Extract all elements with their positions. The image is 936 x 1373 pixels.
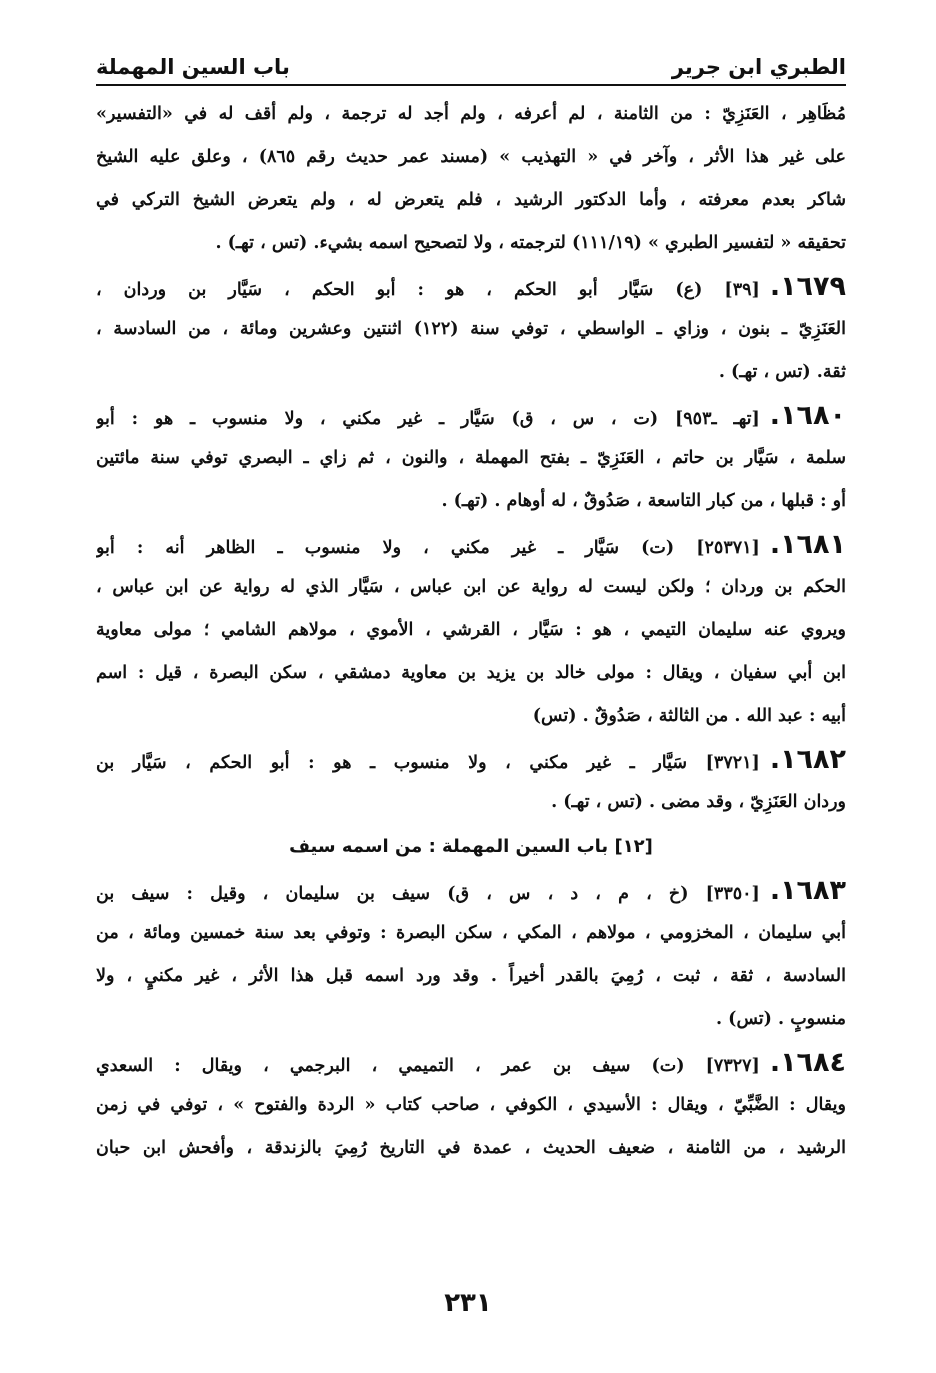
text-line: الرشيد ، من الثامنة ، ضعيف الحديث ، عمدة في التاريخ رُمِيَ بالزندقة ، وأفحش ابن حبان — [96, 1138, 846, 1158]
entry-1679 — [96, 265, 846, 394]
text-line: [٣٣٥٠] (خ ، م ، د ، س ، ق) سيف بن سليمان ، وقيل : سيف بن — [96, 884, 760, 904]
text-line: [٢٥٣٧١] (ت) سَيَّار ـ غير مكني ، ولا منسوب ـ الظاهر أنه : أبو — [96, 538, 760, 558]
entry-first-line — [96, 265, 846, 308]
text-line: ثقة. (تس ، تهـ) . — [718, 362, 846, 382]
intro-paragraph — [96, 93, 846, 265]
text-line: على غير هذا الأثر ، وآخر في « التهذيب » (مسند عمر حديث رقم ٨٦٥) ، وعلق عليه الشيخ — [96, 147, 846, 167]
entry-first-line — [96, 523, 846, 566]
entry-1681 — [96, 523, 846, 738]
entry-first-line — [96, 1041, 846, 1084]
entry-first-line — [96, 738, 846, 781]
page-number: ٢٣١ — [444, 1288, 492, 1318]
entry-number: ١٦٨٣. — [769, 875, 846, 906]
text-line: ويقال : الضَّبِّيّ ، ويقال : الأسيدي ، الكوفي ، صاحب كتاب « الردة والفتوح » ، توفي في زمن — [96, 1095, 846, 1115]
text-line: [٣٧٢١] سَيَّار ـ غير مكني ، ولا منسوب ـ هو : أبو الحكم ، سَيَّار بن — [96, 753, 760, 773]
text-line: أبي سليمان ، المخزومي ، مولاهم ، المكي ، سكن البصرة : وتوفي بعد سنة خمسين ومائة ، من — [96, 923, 846, 943]
header-book-title: الطبري ابن جرير — [671, 55, 846, 79]
text-line: [تهـ ـ٩٥٣] (ت ، س ، ق) سَيَّار ـ غير مكني ، ولا منسوب ـ هو : أبو — [96, 409, 760, 429]
entry-first-line — [96, 394, 846, 437]
entry-number: ١٦٨١. — [769, 529, 846, 560]
entry-1682 — [96, 738, 846, 824]
text-line: أو : قبلها ، من كبار التاسعة ، صَدُوقٌ ، له أوهام . (تهـ) . — [441, 491, 846, 511]
entry-number: ١٦٨٢. — [769, 744, 846, 775]
text-line: ويروي عنه سليمان التيمي ، هو : سَيَّار ، القرشي ، الأموي ، مولاهم الشامي ؛ مولى معاوية — [96, 620, 846, 640]
text-line: سلمة ، سَيَّار بن حاتم ، العَنَزِيّ ـ بفتح المهملة ، والنون ، ثم زاي ـ البصري توفي سنة مائتين — [96, 448, 846, 468]
section-heading: [١٢] باب السين المهملة : من اسمه سيف — [289, 836, 653, 857]
entry-1684 — [96, 1041, 846, 1170]
text-line: [٣٩] (ع) سَيَّار أبو الحكم ، هو : أبو الحكم ، سَيَّار بن وردان ، — [96, 280, 760, 300]
text-line: أبيه : عبد الله . من الثالثة ، صَدُوقٌ . (تس) — [532, 706, 846, 726]
entry-first-line — [96, 869, 846, 912]
entry-number: ١٦٨٠. — [769, 400, 846, 431]
header-chapter-title: باب السين المهملة — [96, 55, 290, 79]
entry-1683 — [96, 869, 846, 1041]
running-header — [96, 40, 846, 86]
text-line: الحكم بن وردان ؛ ولكن ليست له رواية عن ابن عباس ، سَيَّار الذي له رواية عن ابن عباس ، — [96, 577, 846, 597]
text-line: [٧٣٢٧] (ت) سيف بن عمر ، التميمي ، البرجمي ، ويقال : السعدي — [96, 1056, 760, 1076]
text-line: مُظَاهِر ، العَنَزِيّ : من الثامنة ، لم أعرفه ، ولم أجد له ترجمة ، ولم أقف له في «التفسير» — [96, 104, 846, 124]
text-line: العَنَزِيّ ـ بنون ، وزاي ـ الواسطي ، توفي سنة (١٢٢) اثنتين وعشرين ومائة ، من السادسة ، — [96, 319, 846, 339]
text-line: وردان العَنَزِيّ ، وقد مضى . (تس ، تهـ) . — [551, 792, 846, 812]
text-line: منسوبٍ . (تس) . — [716, 1009, 846, 1029]
entry-number: ١٦٨٤. — [769, 1047, 846, 1078]
entry-number: ١٦٧٩. — [769, 271, 846, 302]
page-body — [96, 93, 846, 1170]
text-line: ابن أبي سفيان ، ويقال : مولى خالد بن يزيد بن معاوية دمشقي ، سكن البصرة ، قيل : اسم — [96, 663, 846, 683]
text-line: شاكر بعدم معرفته ، وأما الدكتور الرشيد ، فلم يتعرض له ، ولم يتعرض الشيخ التركي في — [96, 190, 846, 210]
text-line: السادسة ، ثقة ، ثبت ، رُمِيَ بالقدر أخيراً . وقد ورد اسمه قبل هذا الأثر ، غير مكنيٍ ، ولا — [96, 966, 846, 986]
entry-1680 — [96, 394, 846, 523]
text-line: تحقيقه « لتفسير الطبري » (١١١/١٩) لترجمته ، ولا لتصحيح اسمه بشيء. (تس ، تهـ) . — [215, 233, 846, 253]
